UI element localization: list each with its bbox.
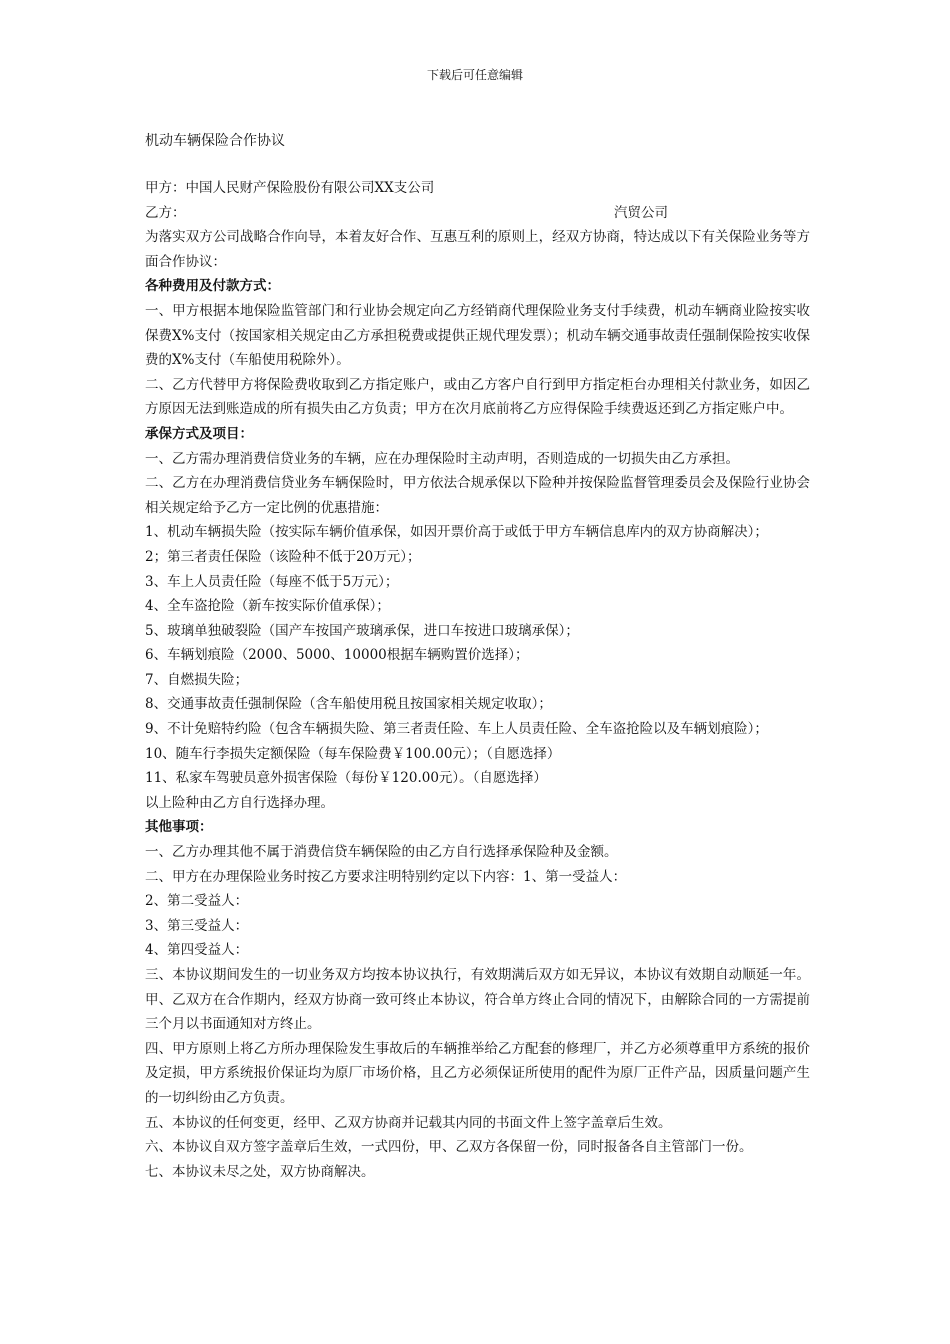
- beneficiary-line: 2、第二受益人：: [145, 893, 249, 910]
- party-b-line: [145, 201, 810, 226]
- coverage-item: 3、车上人员责任险（每座不低于5万元）；: [145, 573, 399, 590]
- coverage-item: 4、全车盗抢险（新车按实际价值承保）；: [145, 598, 390, 615]
- coverage-item: 9、不计免赔特约险（包含车辆损失险、第三者责任险、车上人员责任险、全车盗抢险以及车辆划痕险）；: [145, 721, 768, 738]
- coverage-item: 11、私家车驾驶员意外损害保险（每份￥120.00元）。（自愿选择）: [145, 770, 547, 787]
- coverage-item: 1、机动车辆损失险（按实际车辆价值承保，如因开票价高于或低于甲方车辆信息库内的双方协商解决）；: [145, 524, 768, 541]
- party-b-company: 汽贸公司: [614, 204, 668, 221]
- party-b-label: 乙方：: [145, 204, 186, 221]
- clause: 六、本协议自双方签字盖章后生效，一式四份，甲、乙双方各保留一份，同时报备各自主管部门一份。: [145, 1139, 753, 1156]
- intro-paragraph: 为落实双方公司战略合作向导，本着友好合作、互惠互利的原则上，经双方协商，特达成以下有关保险业务等方面合作协议：: [145, 229, 810, 270]
- clause: 二、乙方代替甲方将保险费收取到乙方指定账户，或由乙方客户自行到甲方指定柜台办理相关付款业务，如因乙方原因无法到账造成的所有损失由乙方负责；甲方在次月底前将乙方应得保险手续费返还到乙方指定账户中。: [145, 376, 810, 418]
- page-header: 下载后可任意编辑: [426, 68, 523, 82]
- coverage-item: 6、车辆划痕险（2000、5000、10000根据车辆购置价选择）；: [145, 647, 529, 664]
- document-body: [145, 176, 810, 1184]
- coverage-item: 10、随车行李损失定额保险（每车保险费￥100.00元）；（自愿选择）: [145, 745, 561, 762]
- clause: 三、本协议期间发生的一切业务双方均按本协议执行，有效期满后双方如无异议，本协议有效期自动顺延一年。甲、乙双方在合作期内，经双方协商一致可终止本协议，符合单方终止合同的情况下，由解除合同的一方需提前三个月以书面通知对方终止。: [145, 967, 810, 1033]
- coverage-note: 以上险种由乙方自行选择办理。: [145, 794, 334, 811]
- clause: 四、甲方原则上将乙方所办理保险发生事故后的车辆推举给乙方配套的修理厂，并乙方必须尊重甲方系统的报价及定损，甲方系统报价保证均为原厂市场价格，且乙方必须保证所使用的配件为原厂正件产品，因质量问题产生的一切纠纷由乙方负责。: [145, 1040, 810, 1106]
- coverage-item: 8、交通事故责任强制保险（含车船使用税且按国家相关规定收取）；: [145, 696, 552, 713]
- section-heading-other: 其他事项：: [145, 819, 213, 836]
- beneficiary-line: 4、第四受益人：: [145, 942, 249, 959]
- clause: 一、乙方需办理消费信贷业务的车辆，应在办理保险时主动声明，否则造成的一切损失由乙方承担。: [145, 450, 739, 467]
- party-a: 甲方：中国人民财产保险股份有限公司XX支公司: [145, 180, 435, 196]
- clause: 二、甲方在办理保险业务时按乙方要求注明特别约定以下内容：1、第一受益人：: [145, 868, 627, 885]
- clause: 二、乙方在办理消费信贷业务车辆保险时，甲方依法合规承保以下险种并按保险监督管理委员会及保险行业协会相关规定给予乙方一定比例的优惠措施：: [145, 475, 810, 516]
- section-heading-fees: 各种费用及付款方式：: [145, 278, 280, 295]
- section-heading-coverage: 承保方式及项目：: [145, 425, 253, 442]
- document-title: 机动车辆保险合作协议: [145, 133, 285, 149]
- coverage-item: 7、自燃损失险；: [145, 671, 249, 688]
- clause: 七、本协议未尽之处，双方协商解决。: [145, 1163, 375, 1180]
- clause: 一、乙方办理其他不属于消费信贷车辆保险的由乙方自行选择承保险种及金额。: [145, 844, 618, 861]
- coverage-item: 2；第三者责任保险（该险种不低于20万元）；: [145, 548, 421, 565]
- clause: 一、甲方根据本地保险监管部门和行业协会规定向乙方经销商代理保险业务支付手续费，机动车辆商业险按实收保费X%支付（按国家相关规定由乙方承担税费或提供正规代理发票）；机动车辆交通事故责任强制保险按实收保费的X%支付（车船使用税除外）。: [145, 302, 810, 369]
- clause: 五、本协议的任何变更，经甲、乙双方协商并记载其内同的书面文件上签字盖章后生效。: [145, 1114, 672, 1131]
- beneficiary-line: 3、第三受益人：: [145, 917, 249, 934]
- coverage-item: 5、玻璃单独破裂险（国产车按国产玻璃承保，进口车按进口玻璃承保）；: [145, 622, 579, 639]
